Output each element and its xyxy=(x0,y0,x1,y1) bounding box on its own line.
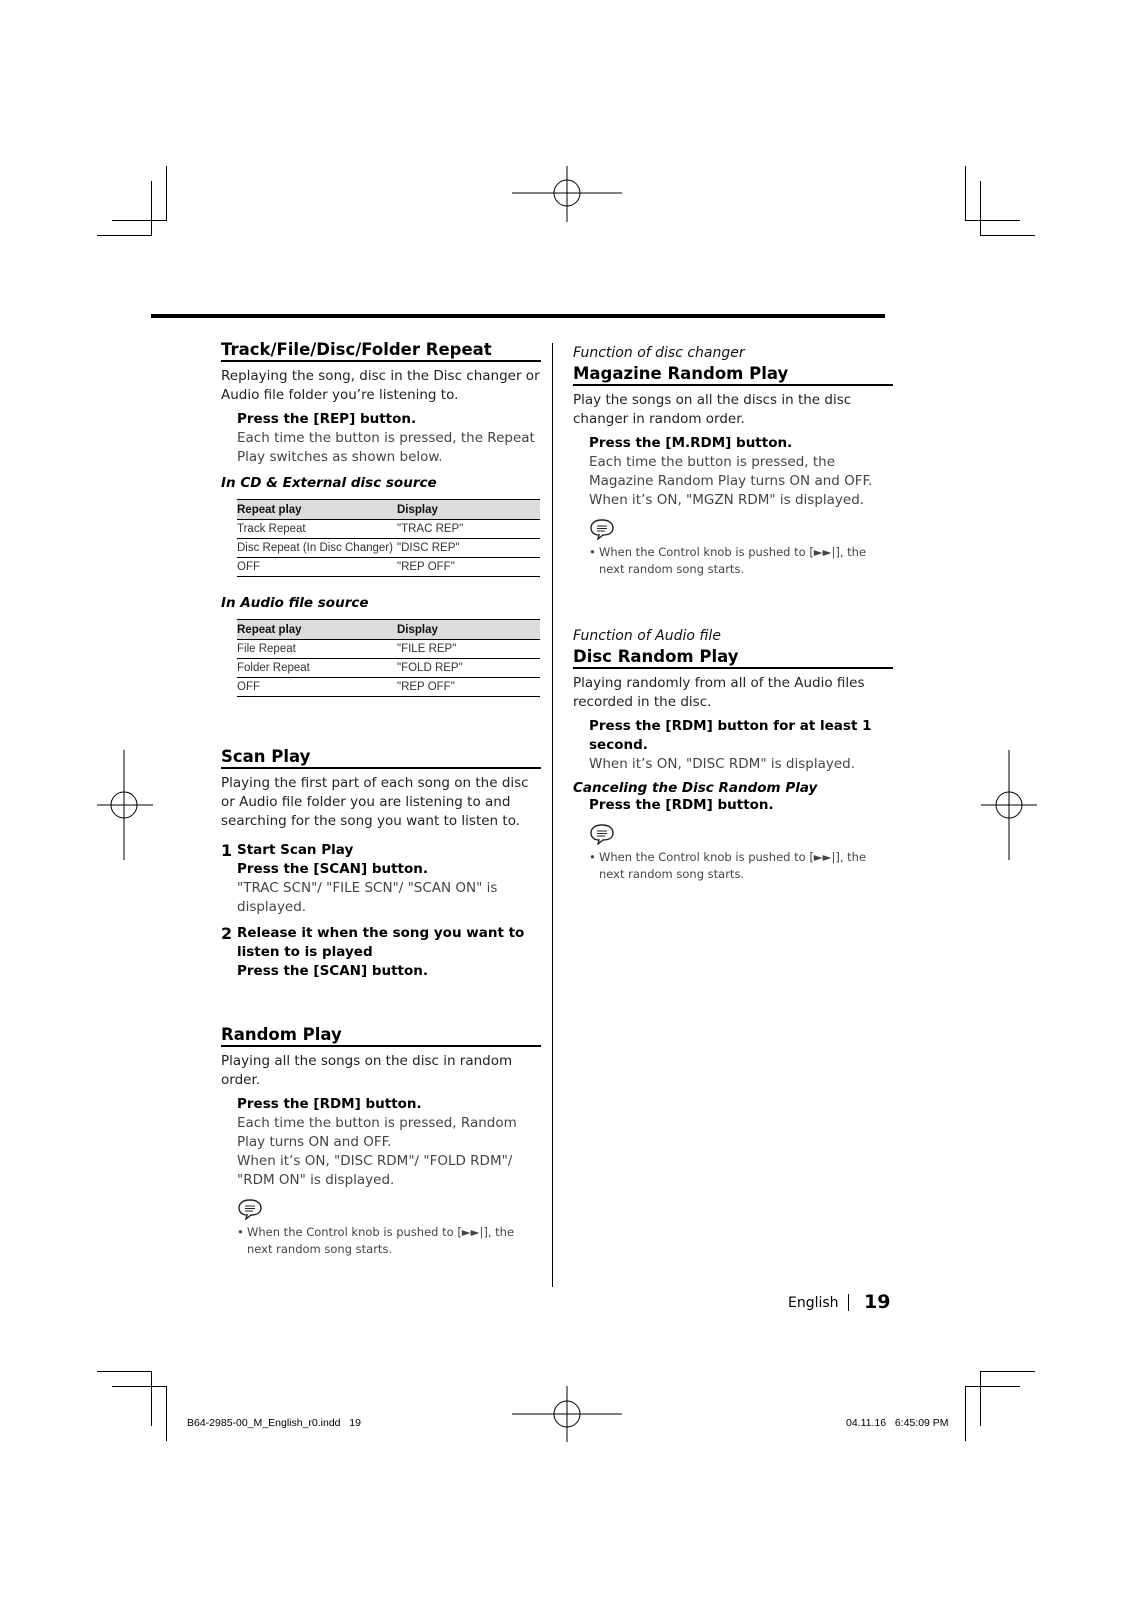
disc-random-function-label: Function of Audio file xyxy=(573,628,721,644)
table-cell: "REP OFF" xyxy=(397,678,540,697)
repeat-section xyxy=(221,340,541,697)
disc-random-section xyxy=(573,628,893,883)
step-number: 2 xyxy=(221,924,233,943)
footer-separator xyxy=(848,1294,849,1311)
table-cell: Track Repeat xyxy=(237,520,397,539)
disc-random-desc: When it’s ON, "DISC RDM" is displayed. xyxy=(589,756,855,772)
step-title: Release it when the song you want to listen to is played xyxy=(237,925,525,960)
table-cell: "DISC REP" xyxy=(397,539,540,558)
right-column xyxy=(573,345,893,883)
repeat-desc: Each time the button is pressed, the Repeat Play switches as shown below. xyxy=(237,430,535,465)
table-row xyxy=(237,558,540,577)
table-cell: OFF xyxy=(237,558,397,577)
random-desc-1: Each time the button is pressed, Random Play turns ON and OFF. xyxy=(237,1115,517,1150)
table-header-row xyxy=(237,500,540,520)
table-cell: "REP OFF" xyxy=(397,558,540,577)
top-rule xyxy=(151,314,885,318)
scan-step-1 xyxy=(221,841,541,917)
note-text: When the Control knob is pushed to [►►|], the next random song starts. xyxy=(599,850,867,881)
slug-date: 04.11.16 6:45:09 PM xyxy=(846,1417,949,1429)
step-action: Press the [SCAN] button. xyxy=(237,861,429,877)
audio-source-heading: In Audio file source xyxy=(221,595,369,611)
table-row xyxy=(237,659,540,678)
magazine-section xyxy=(573,345,893,578)
scan-intro: Playing the first part of each song on the disc or Audio file folder you are listening to and searching for the song you want to listen to. xyxy=(221,775,529,829)
cd-source-heading: In CD & External disc source xyxy=(221,475,437,491)
left-column xyxy=(221,340,541,1258)
table-row xyxy=(237,539,540,558)
audio-repeat-table xyxy=(237,619,540,697)
step-body xyxy=(237,841,541,917)
registration-mark-top xyxy=(512,166,622,222)
scan-step-2 xyxy=(221,924,541,981)
disc-random-title: Disc Random Play xyxy=(573,647,893,669)
random-intro: Playing all the songs on the disc in random order. xyxy=(221,1053,513,1088)
table-header-row xyxy=(237,620,540,640)
magazine-desc-2: When it’s ON, "MGZN RDM" is displayed. xyxy=(589,492,865,508)
magazine-desc-1: Each time the button is pressed, the Magazine Random Play turns ON and OFF. xyxy=(589,454,873,489)
registration-mark-bottom xyxy=(512,1386,622,1442)
table-cell: Folder Repeat xyxy=(237,659,397,678)
note-text: When the Control knob is pushed to [►►|], the next random song starts. xyxy=(599,545,867,576)
repeat-title: Track/File/Disc/Folder Repeat xyxy=(221,340,541,362)
disc-random-action: Press the [RDM] button for at least 1 second. xyxy=(589,718,872,753)
column-header: Display xyxy=(397,500,540,520)
bullet-icon: • xyxy=(589,850,596,864)
cd-repeat-table xyxy=(237,499,540,577)
table-cell: "FOLD REP" xyxy=(397,659,540,678)
slug-filename: B64-2985-00_M_English_r0.indd 19 xyxy=(187,1417,361,1429)
random-title: Random Play xyxy=(221,1025,541,1047)
column-header: Display xyxy=(397,620,540,640)
page-number: 19 xyxy=(864,1291,891,1313)
note-icon xyxy=(589,518,615,540)
note-icon xyxy=(589,823,615,845)
random-note xyxy=(221,1224,541,1258)
table-cell: OFF xyxy=(237,678,397,697)
cancel-action: Press the [RDM] button. xyxy=(589,797,774,813)
registration-mark-left xyxy=(97,750,153,860)
random-desc-2: When it’s ON, "DISC RDM"/ "FOLD RDM"/ "RDM ON" is displayed. xyxy=(237,1153,513,1188)
step-action: Press the [SCAN] button. xyxy=(237,963,429,979)
bullet-icon: • xyxy=(237,1225,244,1239)
repeat-action: Press the [REP] button. xyxy=(237,411,417,427)
magazine-action: Press the [M.RDM] button. xyxy=(589,435,793,451)
step-body xyxy=(237,924,541,981)
step-title: Start Scan Play xyxy=(237,842,354,858)
column-divider xyxy=(552,343,553,1287)
footer-language: English xyxy=(788,1295,839,1311)
table-cell: File Repeat xyxy=(237,640,397,659)
disc-random-note xyxy=(573,849,893,883)
repeat-intro: Replaying the song, disc in the Disc changer or Audio file folder you’re listening to. xyxy=(221,368,540,403)
disc-random-intro: Playing randomly from all of the Audio files recorded in the disc. xyxy=(573,675,865,710)
step-number: 1 xyxy=(221,841,233,860)
magazine-note xyxy=(573,544,893,578)
table-cell: "FILE REP" xyxy=(397,640,540,659)
step-desc: "TRAC SCN"/ "FILE SCN"/ "SCAN ON" is displayed. xyxy=(237,880,498,915)
column-header: Repeat play xyxy=(237,620,397,640)
table-cell: "TRAC REP" xyxy=(397,520,540,539)
magazine-function-label: Function of disc changer xyxy=(573,345,745,361)
cancel-heading: Canceling the Disc Random Play xyxy=(573,780,818,796)
random-section xyxy=(221,1025,541,1258)
table-row xyxy=(237,678,540,697)
column-header: Repeat play xyxy=(237,500,397,520)
registration-mark-right xyxy=(981,750,1037,860)
table-row xyxy=(237,640,540,659)
magazine-title: Magazine Random Play xyxy=(573,364,893,386)
scan-title: Scan Play xyxy=(221,747,541,769)
magazine-intro: Play the songs on all the discs in the disc changer in random order. xyxy=(573,392,852,427)
bullet-icon: • xyxy=(589,545,596,559)
table-cell: Disc Repeat (In Disc Changer) xyxy=(237,539,397,558)
table-row xyxy=(237,520,540,539)
note-icon xyxy=(237,1198,263,1220)
note-text: When the Control knob is pushed to [►►|], the next random song starts. xyxy=(247,1225,515,1256)
random-action: Press the [RDM] button. xyxy=(237,1096,422,1112)
scan-section xyxy=(221,747,541,981)
